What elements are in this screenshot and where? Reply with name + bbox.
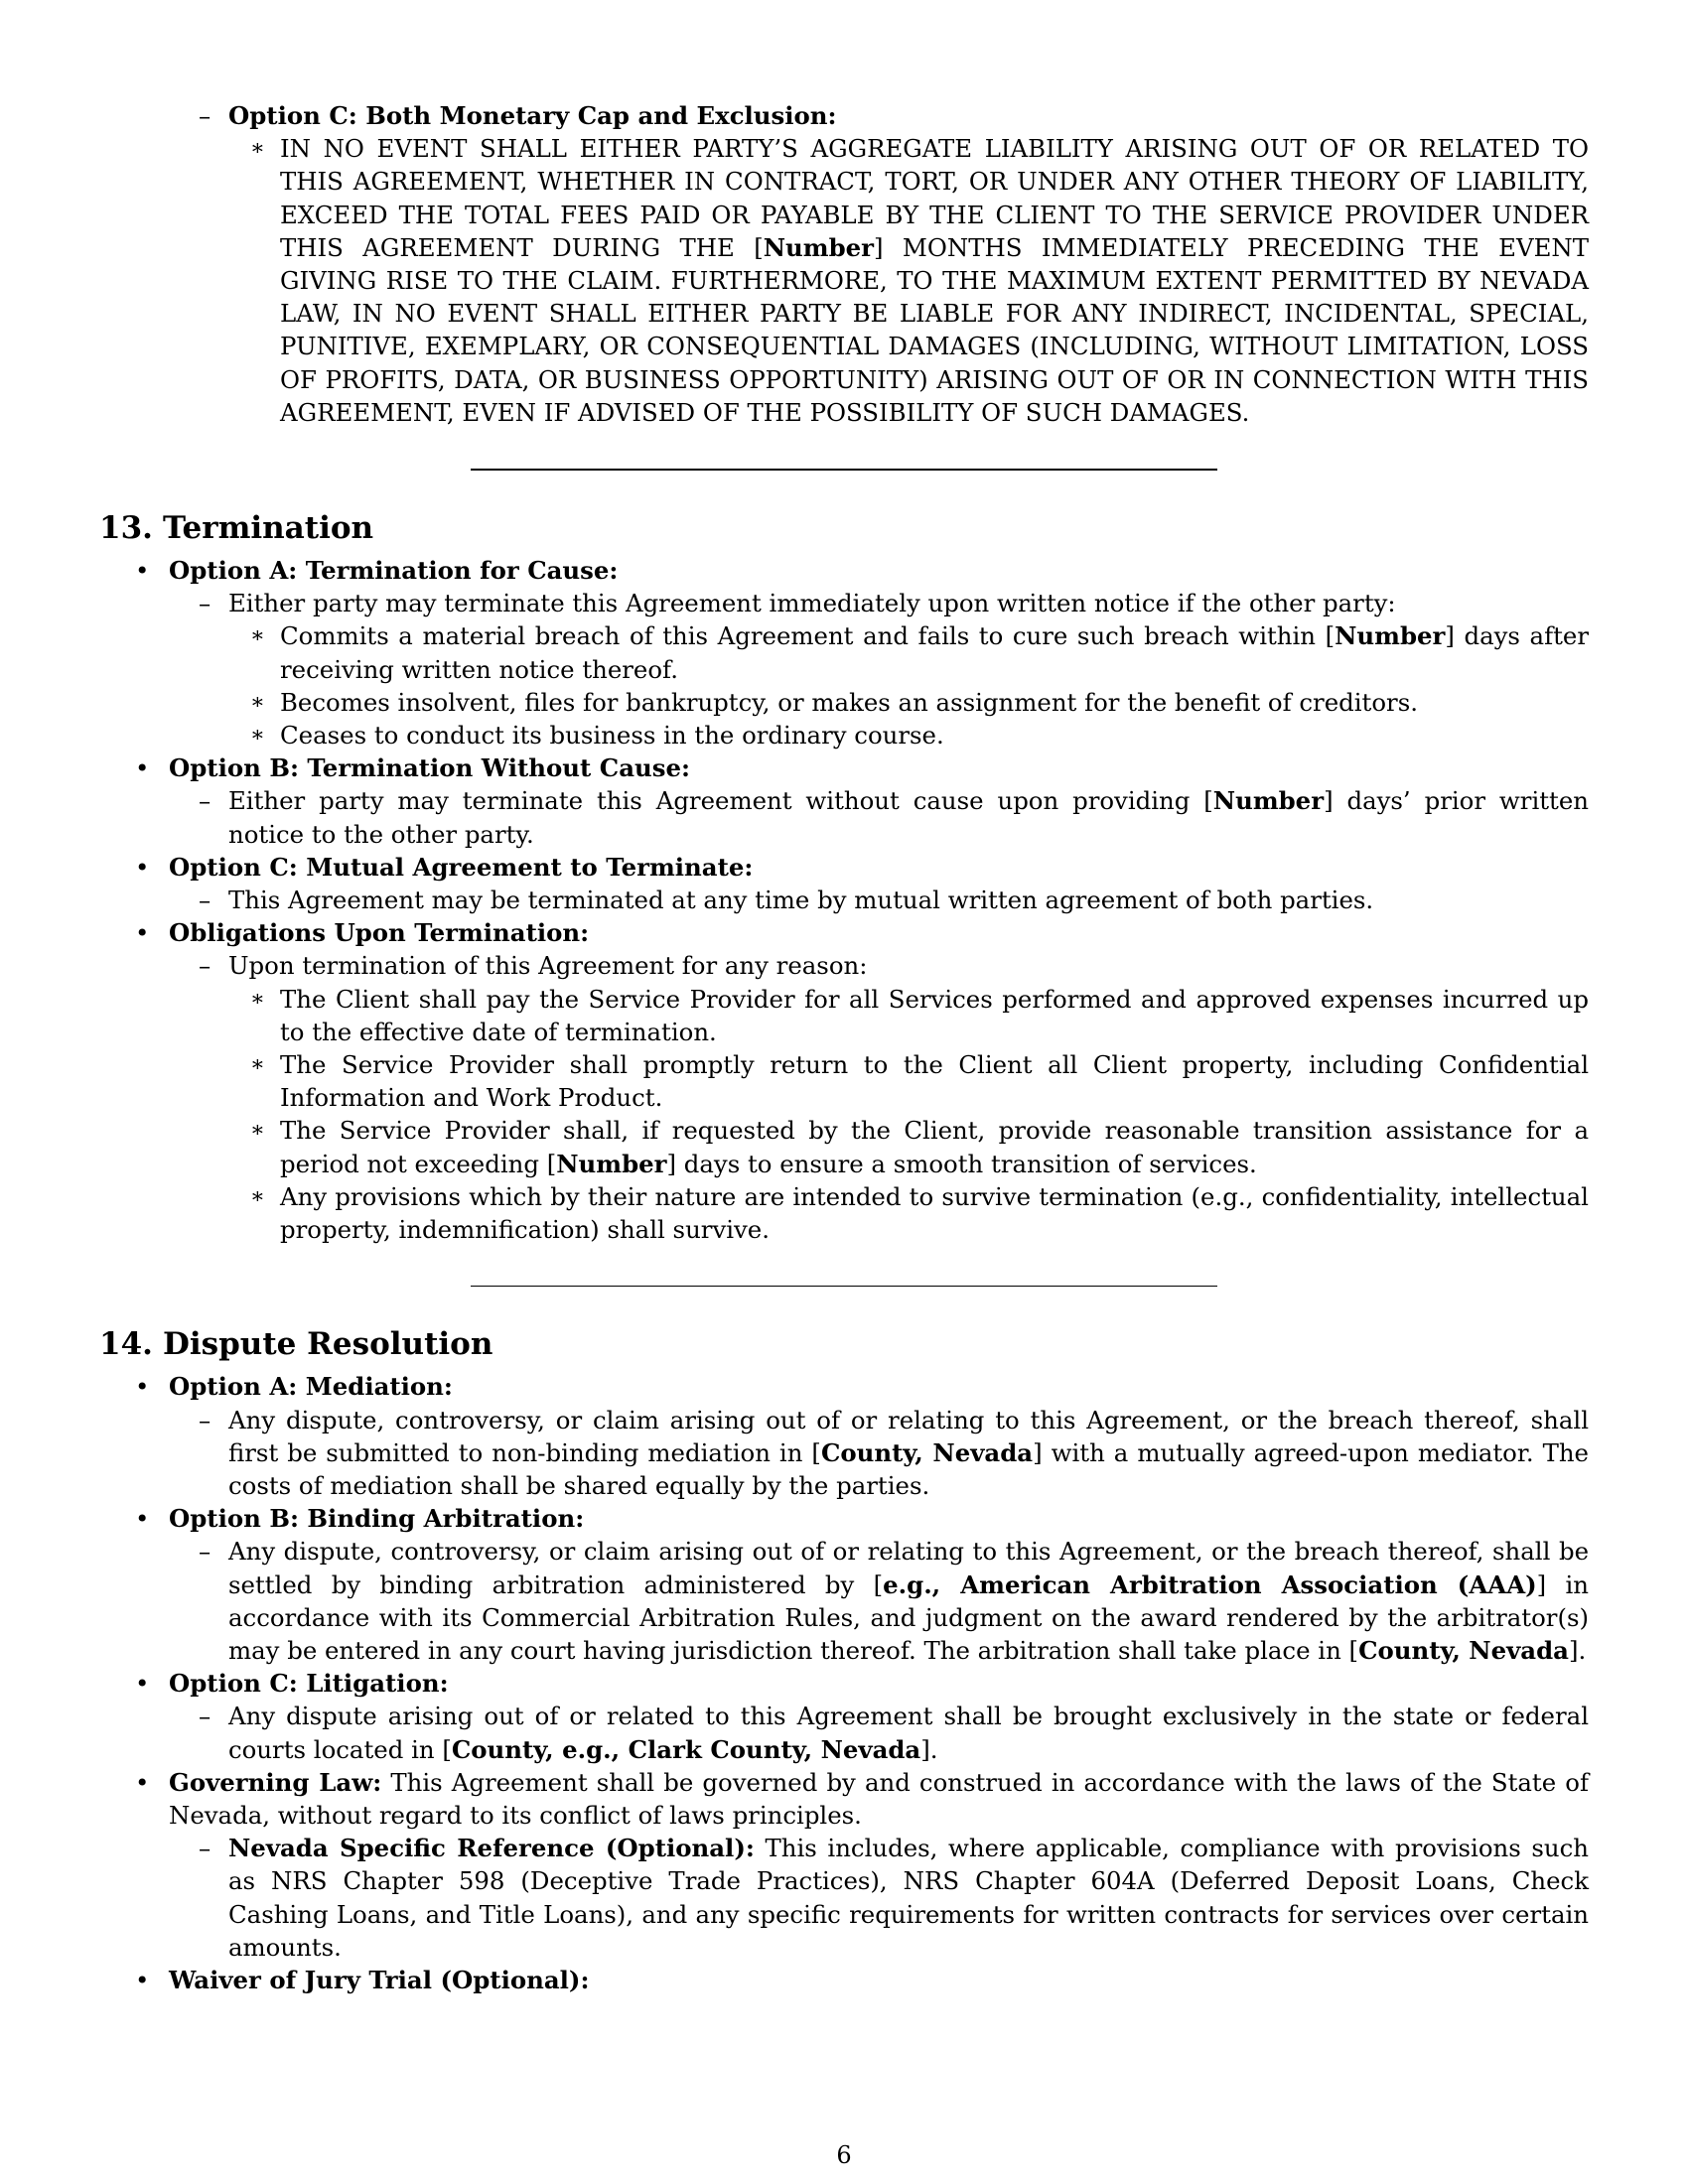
sec13-obligations-item: ∗ The Client shall pay the Service Provider for all Services performed and approved expenses incurred up to the effective date of termination. (250, 984, 1589, 1046)
sec14-option-b: • Option B: Binding Arbitration: (135, 1504, 585, 1534)
sec14-option-a: • Option A: Mediation: (135, 1372, 453, 1402)
sec14-nevada-reference: – Nevada Specific Reference (Optional): This includes, where applicable, compliance with provisions such as NRS Chapter 598 (Deceptive Trade Practices), NRS Chapter 604A (Deferred Deposit Loans, Check Cashing Loans, and Title Loans), and any specific requirements for written contracts for services over certain amounts. (199, 1834, 1589, 1962)
sec14-option-c: • Option C: Litigation: (135, 1669, 449, 1699)
sec12-option-c-text: ∗ IN NO EVENT SHALL EITHER PARTY’S AGGREGATE LIABILITY ARISING OUT OF OR RELATED TO THIS AGREEMENT, WHETHER IN CONTRACT, TORT, OR UNDER ANY OTHER THEORY OF LIABILITY, EXCEED THE TOTAL FEES PAID OR PAYABLE BY THE CLIENT TO THE SERVICE PROVIDER UNDER THIS AGREEMENT DURING THE [Number] MONTHS IMMEDIATELY PRECEDING THE EVENT GIVING RISE TO THE CLAIM. FURTHERMORE, TO THE MAXIMUM EXTENT PERMITTED BY NEVADA LAW, IN NO EVENT SHALL EITHER PARTY BE LIABLE FOR ANY INDIRECT, INCIDENTAL, SPECIAL, PUNITIVE, EXEMPLARY, OR CONSEQUENTIAL DAMAGES (INCLUDING, WITHOUT LIMITATION, LOSS OF PROFITS, DATA, OR BUSINESS OPPORTUNITY) ARISING OUT OF OR IN CONNECTION WITH THIS AGREEMENT, EVEN IF ADVISED OF THE POSSIBILITY OF SUCH DAMAGES. (250, 134, 1590, 427)
sec13-obligations-lead: – Upon termination of this Agreement for any reason: (199, 951, 868, 981)
sec12-option-c (99, 99, 1589, 132)
sec14-option-a-text: – Any dispute, controversy, or claim arising out of or relating to this Agreement, or the breach thereof, shall first be submitted to non-binding mediation in [County, Nevada] with a mutually agreed-upon mediator. The costs of mediation shall be shared equally by the parties. (199, 1405, 1589, 1500)
sec14-option-a-title: Option A: Mediation: (169, 1372, 453, 1402)
sec14-governing-law-title: Governing Law: (169, 1767, 382, 1797)
bullet-marker: • (135, 556, 150, 586)
page-content (99, 99, 1589, 1996)
sec14-option-c-title: Option C: Litigation: (169, 1669, 449, 1699)
page-number: 6 (836, 2141, 852, 2169)
sec13-option-a-item: ∗ Commits a material breach of this Agreement and fails to cure such breach within [Number] days after receiving written notice thereof. (250, 621, 1589, 684)
sec13-option-b-title: Option B: Termination Without Cause: (169, 753, 690, 783)
sec13-obligations-item: ∗ The Service Provider shall, if requested by the Client, provide reasonable transition assistance for a period not exceeding [Number] days to ensure a smooth transition of services. (250, 1116, 1589, 1178)
sec13-obligations: • Obligations Upon Termination: (135, 918, 590, 948)
sec13-option-a (99, 554, 1589, 587)
sec14-governing-law: • Governing Law: This Agreement shall be governed by and construed in accordance with the laws of the State of Nevada, without regard to its conflict of laws principles. (135, 1767, 1589, 1830)
sec12-option-c-title: Option C: Both Monetary Cap and Exclusion: (228, 101, 837, 130)
sec13-option-a-item: ∗ Ceases to conduct its business in the ordinary course. (250, 721, 944, 751)
sec14-option-b-title: Option B: Binding Arbitration: (169, 1504, 585, 1534)
sec13-option-a-title: Option A: Termination for Cause: (169, 556, 619, 586)
sec14-option-c-text: – Any dispute arising out of or related to this Agreement shall be brought exclusively in the state or federal courts located in [County, e.g., Clark County, Nevada]. (199, 1702, 1589, 1764)
sec13-option-c-text: – This Agreement may be terminated at any time by mutual written agreement of both parties. (199, 886, 1374, 915)
dash-marker: – (199, 101, 211, 130)
sec13-option-b-text: – Either party may terminate this Agreement without cause upon providing [Number] days’ prior written notice to the other party. (199, 786, 1589, 849)
asterisk-marker: ∗ (250, 136, 265, 162)
sec13-heading (99, 508, 1589, 548)
sec14-option-b-text: – Any dispute, controversy, or claim arising out of or relating to this Agreement, or the breach thereof, shall be settled by binding arbitration administered by [e.g., American Arbitration Association (AAA)] in accordance with its Commercial Arbitration Rules, and judgment on the award rendered by the arbitrator(s) may be entered in any court having jurisdiction thereof. The arbitration shall take place in [County, Nevada]. (199, 1537, 1589, 1665)
sec14-jury-waiver-title: Waiver of Jury Trial (Optional): (169, 1965, 590, 1994)
sec13-obligations-title: Obligations Upon Termination: (169, 918, 590, 948)
sec13-option-a-lead: – Either party may terminate this Agreement immediately upon written notice if the other party: (199, 589, 1396, 618)
sec13-option-c-title: Option C: Mutual Agreement to Terminate: (169, 852, 754, 882)
sec14-nevada-reference-title: Nevada Specific Reference (Optional): (228, 1834, 755, 1863)
sec13-option-c: • Option C: Mutual Agreement to Terminate: (135, 852, 754, 882)
sec13-option-b: • Option B: Termination Without Cause: (135, 753, 690, 783)
sec14-heading (99, 1324, 1589, 1364)
sec14-jury-waiver: • Waiver of Jury Trial (Optional): (135, 1965, 590, 1994)
sec13-option-a-item: ∗ Becomes insolvent, files for bankruptcy, or makes an assignment for the benefit of creditors. (250, 687, 1418, 717)
sec13-obligations-item: ∗ Any provisions which by their nature are intended to survive termination (e.g., confidentiality, intellectual property, indemnification) shall survive. (250, 1181, 1589, 1245)
sec13-obligations-item: ∗ The Service Provider shall promptly return to the Client all Client property, including Confidential Information and Work Product. (250, 1050, 1589, 1113)
sec13-title: Termination (163, 510, 374, 547)
sec14-title: Dispute Resolution (163, 1326, 493, 1363)
sec14-number: 14. (99, 1326, 153, 1363)
sec13-number: 13. (99, 510, 153, 547)
